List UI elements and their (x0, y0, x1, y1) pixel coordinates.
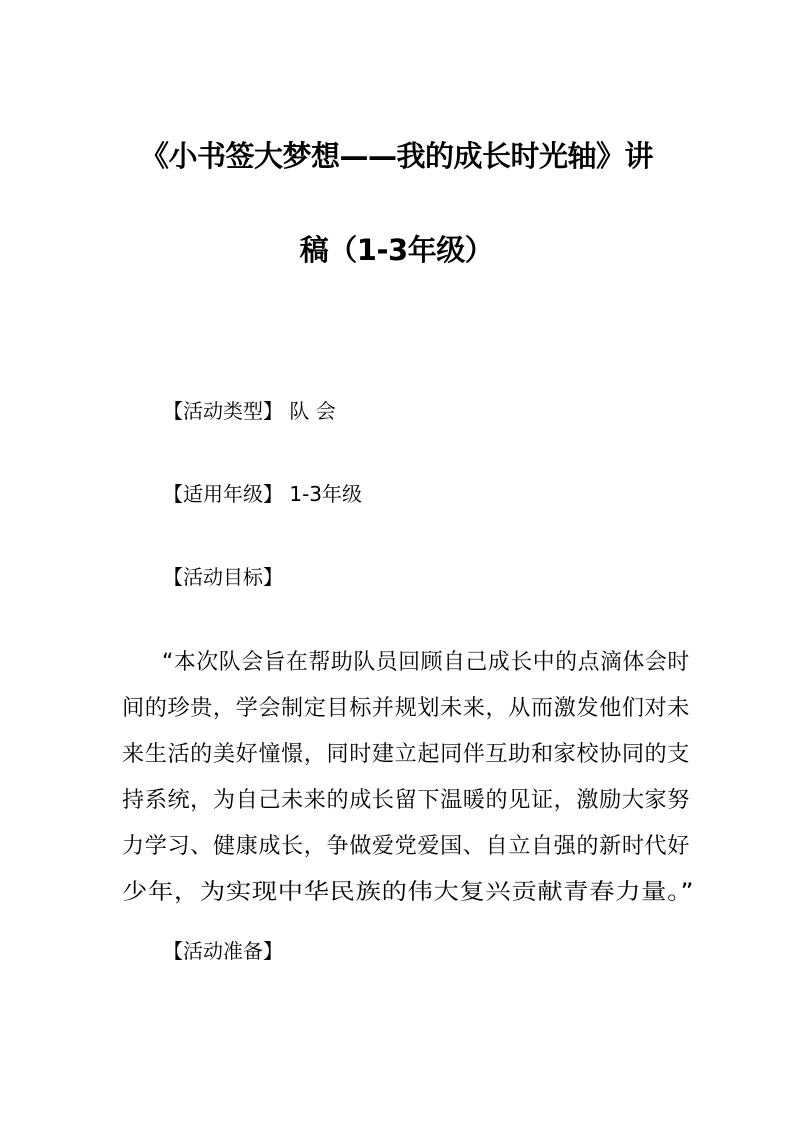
activity-preparation-heading: 【活动准备】 (163, 939, 283, 963)
goal-paragraph-line: 少年，为实现中华民族的伟大复兴贡献青春力量。” (122, 880, 695, 905)
activity-type: 【活动类型】 队 会 (163, 399, 336, 423)
goal-paragraph-line: 来生活的美好憧憬，同时建立起同伴互助和家校协同的支 (122, 742, 691, 767)
goal-paragraph-line: 力学习、健康成长，争做爱党爱国、自立自强的新时代好 (122, 834, 691, 859)
goal-paragraph-line: “本次队会旨在帮助队员回顾自己成长中的点滴体会时 (162, 650, 690, 675)
document-title-line-2: 稿（1-3年级） (299, 233, 494, 267)
document-title-line-1: 《小书签大梦想——我的成长时光轴》讲 (139, 139, 653, 173)
goal-paragraph-line: 间的珍贵，学会制定目标并规划未来，从而激发他们对未 (122, 696, 691, 721)
grade-level: 【适用年级】 1-3年级 (163, 482, 363, 506)
goal-paragraph-line: 持系统，为自己未来的成长留下温暖的见证，激励大家努 (122, 788, 691, 813)
activity-goal-heading: 【活动目标】 (163, 565, 283, 589)
